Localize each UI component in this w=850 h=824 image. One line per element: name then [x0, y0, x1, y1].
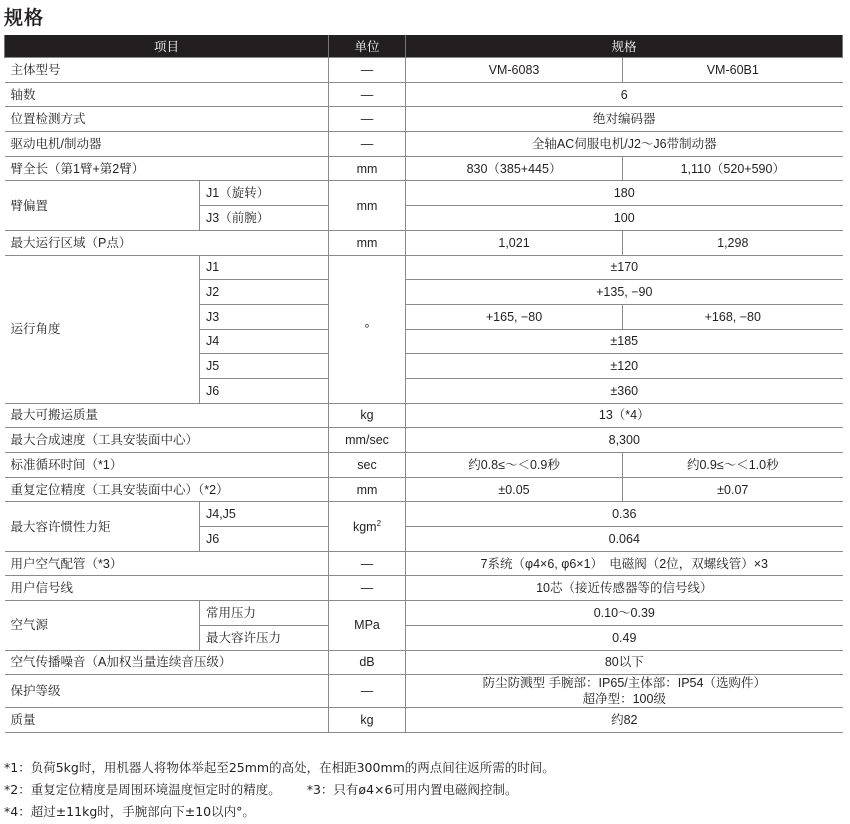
row-value: VM-6083 [406, 58, 623, 83]
row-label: 重复定位精度（工具安装面中心）（*2） [5, 477, 329, 502]
row-sublabel: 常用压力 [200, 601, 329, 626]
row-value: 80以下 [406, 650, 843, 675]
row-label: 最大容许惯性力矩 [5, 502, 200, 551]
unit-superscript: 2 [376, 518, 382, 528]
row-unit: kg [329, 708, 406, 733]
table-row [5, 576, 843, 601]
row-value: 0.36 [406, 502, 843, 527]
row-value: VM-60B1 [623, 58, 843, 83]
unit-base: kgm [352, 519, 377, 534]
row-sublabel: J5 [200, 354, 329, 379]
row-value: 6 [406, 82, 843, 107]
row-unit: mm [329, 477, 406, 502]
row-unit: — [329, 675, 406, 708]
row-value: 1,298 [623, 230, 843, 255]
row-value [406, 675, 843, 708]
row-sublabel: J4,J5 [200, 502, 329, 527]
row-value: ±0.07 [623, 477, 843, 502]
row-unit: mm [329, 181, 406, 230]
header-unit: 单位 [329, 35, 406, 58]
row-value: 0.064 [406, 527, 843, 552]
row-unit: mm [329, 230, 406, 255]
row-label: 位置检测方式 [5, 107, 329, 132]
table-row [5, 708, 843, 733]
row-unit: dB [329, 650, 406, 675]
protect-line-1: 防尘防溅型 手腕部：IP65/主体部：IP54（选购件） [482, 676, 766, 691]
row-unit: — [329, 58, 406, 83]
table-row [5, 502, 843, 527]
row-label: 运行角度 [5, 255, 200, 403]
row-sublabel: J3 [200, 304, 329, 329]
row-value: 绝对编码器 [406, 107, 843, 132]
spec-table [4, 35, 843, 733]
row-label: 主体型号 [5, 58, 329, 83]
row-value: +168, −80 [623, 304, 843, 329]
footnote-1: *1：负荷5kg时，用机器人将物体举起至25mm的高处，在相距300mm的两点间往返所需的时间。 [4, 760, 555, 775]
protect-line-2: 超净型：100级 [582, 692, 666, 707]
footnote-4: *4：超过±11kg时，手腕部向下±10以内°。 [4, 804, 255, 819]
row-label: 空气传播噪音（A加权当量连续音压级） [5, 650, 329, 675]
row-value: +165, −80 [406, 304, 623, 329]
table-row [5, 255, 843, 280]
row-unit: — [329, 132, 406, 157]
table-row [5, 453, 843, 478]
row-unit: — [329, 576, 406, 601]
table-row [5, 428, 843, 453]
row-sublabel: J6 [200, 527, 329, 552]
row-sublabel: J2 [200, 280, 329, 305]
row-sublabel: J6 [200, 378, 329, 403]
row-value: 0.49 [406, 625, 843, 650]
row-label: 臂全长（第1臂+第2臂） [5, 156, 329, 181]
row-value: 约0.9≤～＜1.0秒 [623, 453, 843, 478]
row-value: 1,021 [406, 230, 623, 255]
row-unit [329, 502, 406, 551]
row-label: 空气源 [5, 601, 200, 650]
footnotes [4, 757, 555, 823]
row-value: 100 [406, 206, 843, 231]
row-label: 臂偏置 [5, 181, 200, 230]
row-value: 10芯（接近传感器等的信号线） [406, 576, 843, 601]
row-unit: — [329, 82, 406, 107]
row-unit: mm [329, 156, 406, 181]
row-sublabel: J1（旋转） [200, 181, 329, 206]
row-value: 180 [406, 181, 843, 206]
table-row [5, 107, 843, 132]
row-unit: — [329, 551, 406, 576]
footnote-line-2 [4, 779, 555, 801]
table-row [5, 82, 843, 107]
row-value: 13（*4） [406, 403, 843, 428]
table-row [5, 650, 843, 675]
row-sublabel: J4 [200, 329, 329, 354]
row-value: 约0.8≤～＜0.9秒 [406, 453, 623, 478]
row-value: ±360 [406, 378, 843, 403]
row-value: ±120 [406, 354, 843, 379]
page-title: 规格 [4, 7, 45, 29]
table-row [5, 58, 843, 83]
row-unit: ° [329, 255, 406, 403]
row-sublabel: J3（前腕） [200, 206, 329, 231]
row-value: 830（385+445） [406, 156, 623, 181]
row-label: 保护等级 [5, 675, 329, 708]
row-sublabel: J1 [200, 255, 329, 280]
row-unit: MPa [329, 601, 406, 650]
row-unit: sec [329, 453, 406, 478]
header-item: 项目 [5, 35, 329, 58]
row-label: 用户空气配管（*3） [5, 551, 329, 576]
row-label: 最大运行区域（P点） [5, 230, 329, 255]
table-header-row [5, 35, 843, 58]
row-label: 用户信号线 [5, 576, 329, 601]
row-value: 0.10～0.39 [406, 601, 843, 626]
row-value: +135, −90 [406, 280, 843, 305]
row-value: 8,300 [406, 428, 843, 453]
table-row [5, 601, 843, 626]
row-value: 7系统（φ4×6, φ6×1） 电磁阀（2位，双螺线管）×3 [406, 551, 843, 576]
row-value: 1,110（520+590） [623, 156, 843, 181]
row-value: ±0.05 [406, 477, 623, 502]
row-value: ±185 [406, 329, 843, 354]
table-row [5, 156, 843, 181]
table-row [5, 230, 843, 255]
row-label: 轴数 [5, 82, 329, 107]
row-label: 质量 [5, 708, 329, 733]
table-row [5, 181, 843, 206]
table-row [5, 675, 843, 708]
row-unit: kg [329, 403, 406, 428]
row-value: 约82 [406, 708, 843, 733]
footnote-2: *2：重复定位精度是周围环境温度恒定时的精度。 [4, 782, 281, 797]
row-value: ±170 [406, 255, 843, 280]
footnote-3: *3：只有ø4×6可用内置电磁阀控制。 [306, 782, 518, 797]
row-label: 驱动电机/制动器 [5, 132, 329, 157]
row-label: 最大可搬运质量 [5, 403, 329, 428]
table-row [5, 132, 843, 157]
row-label: 最大合成速度（工具安装面中心） [5, 428, 329, 453]
row-unit: mm/sec [329, 428, 406, 453]
table-row [5, 403, 843, 428]
table-row [5, 477, 843, 502]
row-sublabel: 最大容许压力 [200, 625, 329, 650]
row-value: 全轴AC伺服电机/J2～J6带制动器 [406, 132, 843, 157]
row-label: 标准循环时间（*1） [5, 453, 329, 478]
header-spec: 规格 [406, 35, 843, 58]
row-unit: — [329, 107, 406, 132]
table-row [5, 551, 843, 576]
